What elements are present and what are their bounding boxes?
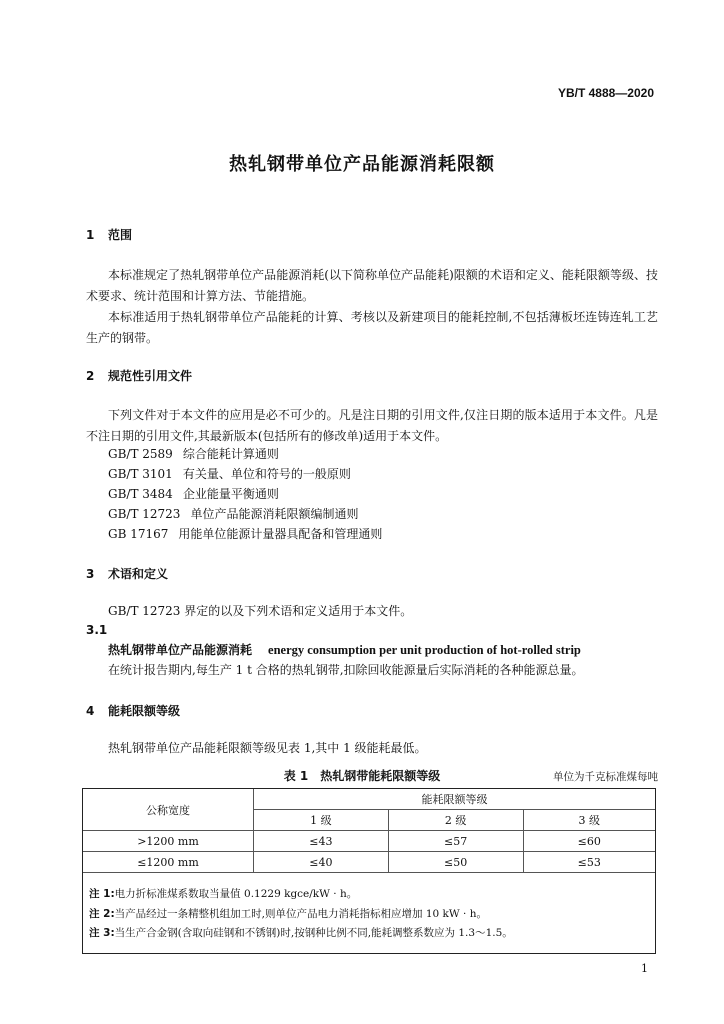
reference-item bbox=[108, 524, 382, 544]
header-grade: 3 级 bbox=[523, 810, 655, 831]
reference-item bbox=[108, 484, 279, 504]
cell-value: ≤40 bbox=[254, 852, 389, 873]
term-definition: 在统计报告期内,每生产 1 t 合格的热轧钢带,扣除回收能源量后实际消耗的各种能源总量。 bbox=[108, 663, 584, 677]
note-label: 注 3: bbox=[89, 927, 115, 939]
note-text: 当产品经过一条精整机组加工时,则单位产品电力消耗指标相应增加 10 kW · h。 bbox=[114, 907, 487, 920]
section-2-heading bbox=[86, 367, 192, 384]
table-grid bbox=[83, 789, 655, 873]
row-width: ≤1200 mm bbox=[83, 852, 254, 873]
section-title: 规范性引用文件 bbox=[108, 369, 193, 383]
term-english: energy consumption per unit production of hot-rolled strip bbox=[268, 643, 581, 657]
reference-item bbox=[108, 444, 279, 464]
cell-value: ≤53 bbox=[523, 852, 655, 873]
section-title: 术语和定义 bbox=[108, 567, 169, 581]
reference-code: GB 17167 bbox=[108, 527, 169, 541]
header-grade-group: 能耗限额等级 bbox=[254, 789, 656, 810]
reference-item bbox=[108, 464, 351, 484]
section-1-heading bbox=[86, 226, 132, 243]
cell-value: ≤60 bbox=[523, 831, 655, 852]
section-1-paragraph-2: 本标准适用于热轧钢带单位产品能耗的计算、考核以及新建项目的能耗控制,不包括薄板坯连铸连轧工艺生产的钢带。 bbox=[86, 310, 658, 345]
subsection-number: 3.1 bbox=[86, 623, 108, 637]
section-2-paragraph: 下列文件对于本文件的应用是必不可少的。凡是注日期的引用文件,仅注日期的版本适用于本文件。凡是不注日期的引用文件,其最新版本(包括所有的修改单)适用于本文件。 bbox=[86, 408, 658, 443]
table-note bbox=[89, 885, 513, 905]
page-number: 1 bbox=[641, 962, 648, 975]
section-number: 4 bbox=[86, 704, 95, 718]
header-grade: 2 级 bbox=[388, 810, 523, 831]
reference-name: 用能单位能源计量器具配备和管理通则 bbox=[178, 527, 383, 541]
reference-item bbox=[108, 504, 358, 524]
section-title: 能耗限额等级 bbox=[108, 704, 181, 718]
section-4-paragraph: 热轧钢带单位产品能耗限额等级见表 1,其中 1 级能耗最低。 bbox=[108, 741, 427, 755]
table-unit: 单位为千克标准煤每吨 bbox=[553, 771, 658, 783]
section-number: 2 bbox=[86, 369, 95, 383]
section-4-heading bbox=[86, 702, 180, 719]
cell-value: ≤43 bbox=[254, 831, 389, 852]
row-width: >1200 mm bbox=[83, 831, 254, 852]
reference-code: GB/T 3484 bbox=[108, 487, 173, 501]
table-notes bbox=[89, 885, 513, 944]
reference-name: 有关量、单位和符号的一般原则 bbox=[182, 467, 351, 481]
term-entry bbox=[108, 641, 581, 658]
note-label: 注 1: bbox=[89, 888, 115, 900]
table-note bbox=[89, 905, 513, 925]
note-text: 当生产合金钢(含取向硅钢和不锈钢)时,按钢种比例不同,能耗调整系数应为 1.3～1.5。 bbox=[114, 927, 513, 939]
table-row bbox=[83, 831, 655, 852]
note-text: 电力折标准煤系数取当量值 0.1229 kgce/kW · h。 bbox=[114, 888, 358, 900]
reference-code: GB/T 3101 bbox=[108, 467, 173, 481]
table-caption: 表 1 热轧钢带能耗限额等级 bbox=[283, 769, 441, 783]
section-3-paragraph: GB/T 12723 界定的以及下列术语和定义适用于本文件。 bbox=[108, 604, 413, 618]
energy-limit-table bbox=[82, 788, 656, 954]
table-row bbox=[83, 852, 655, 873]
section-number: 1 bbox=[86, 228, 95, 242]
header-grade: 1 级 bbox=[254, 810, 389, 831]
section-number: 3 bbox=[86, 567, 95, 581]
cell-value: ≤57 bbox=[388, 831, 523, 852]
reference-name: 综合能耗计算通则 bbox=[182, 447, 279, 461]
document-title: 热轧钢带单位产品能源消耗限额 bbox=[229, 154, 495, 175]
reference-name: 单位产品能源消耗限额编制通则 bbox=[190, 507, 359, 521]
cell-value: ≤50 bbox=[388, 852, 523, 873]
note-label: 注 2: bbox=[89, 907, 115, 920]
section-title: 范围 bbox=[108, 228, 133, 242]
reference-code: GB/T 2589 bbox=[108, 447, 173, 461]
header-width: 公称宽度 bbox=[83, 789, 254, 831]
reference-code: GB/T 12723 bbox=[108, 507, 181, 521]
table-note bbox=[89, 924, 513, 944]
reference-name: 企业能量平衡通则 bbox=[182, 487, 279, 501]
standard-number: YB/T 4888—2020 bbox=[557, 86, 654, 100]
section-1-paragraph-1: 本标准规定了热轧钢带单位产品能源消耗(以下简称单位产品能耗)限额的术语和定义、能耗限额等级、技术要求、统计范围和计算方法、节能措施。 bbox=[86, 268, 658, 303]
section-3-heading bbox=[86, 565, 168, 582]
term-chinese: 热轧钢带单位产品能源消耗 bbox=[108, 643, 253, 657]
